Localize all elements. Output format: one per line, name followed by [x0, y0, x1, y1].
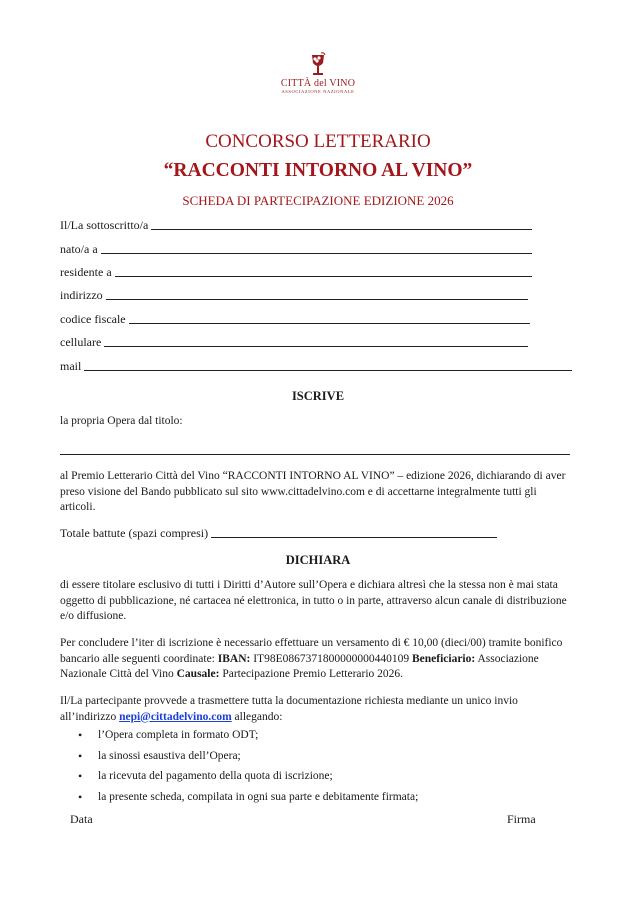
dichiara-heading: DICHIARA: [285, 553, 351, 567]
input-line[interactable]: [211, 537, 497, 538]
beneficiary-value: Associazione Nazionale Città del Vino: [60, 652, 539, 680]
field-residente[interactable]: [60, 264, 532, 280]
logo: [268, 52, 368, 104]
contest-name: “RACCONTI INTORNO AL VINO”: [163, 160, 473, 181]
beneficiary-label: Beneficiario:: [411, 652, 476, 665]
logo-name: CITTÀ del VINO: [280, 78, 356, 89]
iban-label: IBAN:: [217, 652, 251, 665]
allegando-text: allegando:: [231, 710, 283, 723]
payment-paragraph: [60, 636, 570, 683]
field-indirizzo[interactable]: [60, 287, 528, 303]
field-label: codice fiscale: [60, 312, 126, 326]
field-label: residente a: [60, 265, 112, 279]
premio-paragraph: al Premio Letterario Città del Vino “RACCONTI INTORNO AL VINO” – edizione 2026, dichiarando di aver preso visione del Bando pubblicato sul sito www.cittadelvino.com e di accettarne integralmente tutti gli articoli.: [60, 470, 566, 513]
field-sottoscritto[interactable]: [60, 217, 532, 233]
rights-paragraph: di essere titolare esclusivo di tutti i Diritti d’Autore sull’Opera e dichiara altresì che la stessa non è mai stata oggetto di pubblicazione, né cartacea né elettronica, in tutto o in parte, attraverso alcun canale di distribuzione e/o diffusione.: [60, 579, 567, 622]
iban-value: IT98E0867371800000000440109: [250, 652, 412, 665]
iscrive-heading: ISCRIVE: [291, 389, 345, 403]
signature-label: Firma: [507, 812, 536, 826]
list-item: • l’Opera completa in formato ODT;: [60, 728, 570, 749]
field-mail[interactable]: [60, 358, 572, 374]
contest-title: CONCORSO LETTERARIO: [205, 131, 431, 152]
field-label: Il/La sottoscritto/a: [60, 218, 149, 232]
email-link[interactable]: nepi@cittadelvino.com: [119, 710, 232, 723]
submission-text: Il/La partecipante provvede a trasmettere tutta la documentazione richiesta mediante un unico invio all’indirizzo: [60, 695, 518, 723]
input-line[interactable]: [151, 229, 532, 230]
opera-title-label: la propria Opera dal titolo:: [60, 415, 183, 427]
list-item: • la ricevuta del pagamento della quota di iscrizione;: [60, 769, 570, 790]
form-subtitle: SCHEDA DI PARTECIPAZIONE EDIZIONE 2026: [182, 193, 454, 208]
submission-paragraph: [60, 694, 570, 725]
field-label: cellulare: [60, 335, 102, 349]
attachments-list: [60, 728, 570, 810]
input-line[interactable]: [104, 346, 528, 347]
field-label: nato/a a: [60, 242, 98, 256]
field-cellulare[interactable]: [60, 334, 528, 350]
field-label: Totale battute (spazi compresi): [60, 526, 209, 540]
field-nato[interactable]: [60, 241, 532, 257]
payment-intro: Per concludere l’iter di iscrizione è necessario effettuare un versamento di € 10,00 (dieci/00) tramite bonifico bancario alle seguenti coordinate:: [60, 637, 563, 665]
field-codice-fiscale[interactable]: [60, 311, 530, 327]
input-line[interactable]: [115, 276, 532, 277]
opera-title-line[interactable]: [60, 454, 570, 455]
input-line[interactable]: [84, 370, 572, 371]
field-battute[interactable]: [60, 525, 497, 541]
input-line[interactable]: [129, 323, 530, 324]
list-item: • la presente scheda, compilata in ogni sua parte e debitamente firmata;: [60, 790, 570, 811]
input-line[interactable]: [106, 299, 528, 300]
grape-glass-logo-icon: [307, 52, 329, 78]
causale-value: Partecipazione Premio Letterario 2026.: [219, 668, 404, 680]
field-label: indirizzo: [60, 288, 103, 302]
list-item: • la sinossi esaustiva dell’Opera;: [60, 749, 570, 770]
logo-subtitle: ASSOCIAZIONE NAZIONALE: [281, 89, 355, 94]
causale-label: Causale:: [176, 668, 220, 680]
date-label: Data: [70, 812, 93, 826]
input-line[interactable]: [101, 253, 532, 254]
field-label: mail: [60, 359, 82, 373]
